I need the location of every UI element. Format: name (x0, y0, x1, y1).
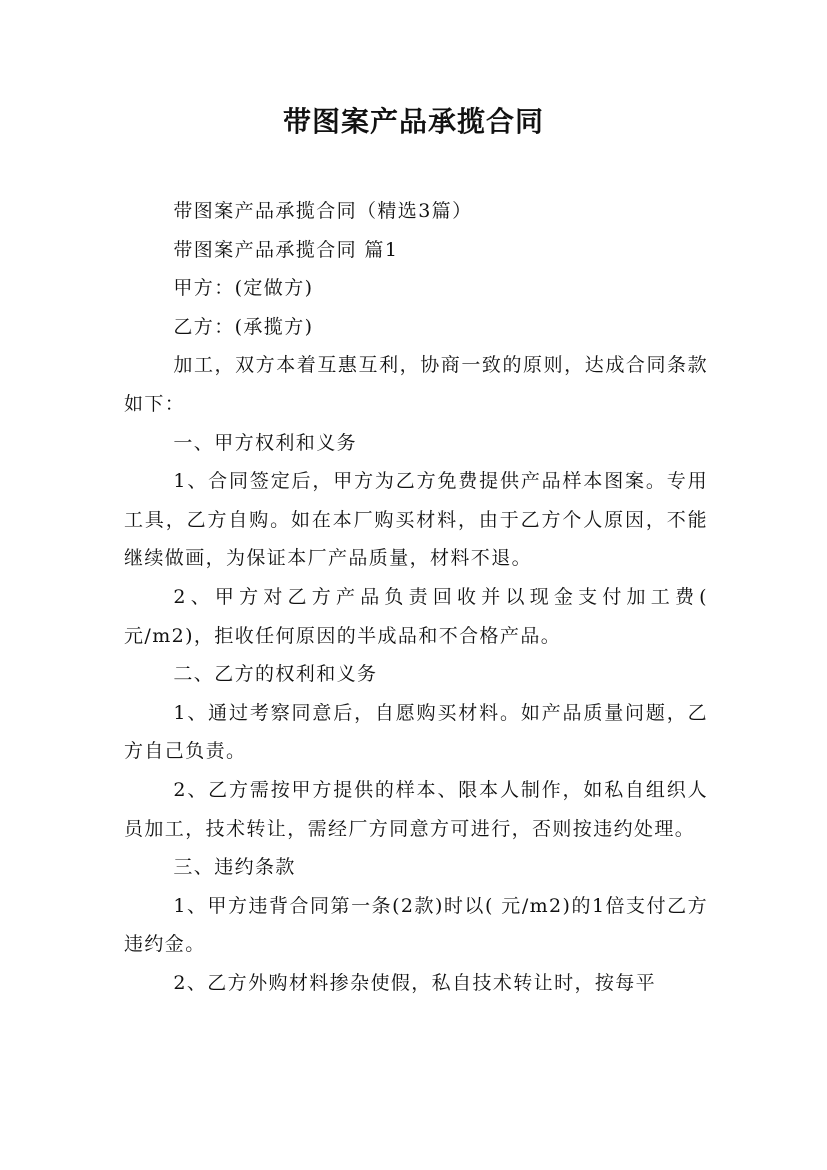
clause-1-1: 1、合同签定后，甲方为乙方免费提供产品样本图案。专用工具，乙方自购。如在本厂购买材料，由于乙方个人原因，不能继续做画，为保证本厂产品质量，材料不退。 (124, 470, 708, 570)
paragraph-part-heading: 带图案产品承揽合同 篇1 (173, 238, 399, 261)
document-title: 带图案产品承揽合同 (282, 105, 544, 138)
section-heading-2: 二、乙方的权利和义务 (173, 663, 378, 686)
clause-2-1: 1、通过考察同意后，自愿购买材料。如产品质量问题，乙方自己负责。 (124, 701, 708, 763)
clause-2-2: 2、乙方需按甲方提供的样本、限本人制作，如私自组织人员加工，技术转让，需经厂方同意方可进行，否则按违约处理。 (124, 778, 708, 840)
paragraph-party-b: 乙方：(承揽方) (173, 315, 314, 338)
document-body (124, 192, 708, 1002)
section-heading-3: 三、违约条款 (173, 856, 296, 879)
section-heading-1: 一、甲方权利和义务 (173, 431, 357, 454)
clause-3-1: 1、甲方违背合同第一条(2款)时以( 元/m2)的1倍支付乙方违约金。 (124, 894, 708, 956)
paragraph-preamble: 加工，双方本着互惠互利，协商一致的原则，达成合同条款如下： (124, 354, 708, 415)
paragraph-party-a: 甲方：(定做方) (173, 277, 314, 300)
clause-1-2: 2、甲方对乙方产品负责回收并以现金支付加工费( 元/m2)，拒收任何原因的半成品和不合格产品。 (124, 585, 708, 647)
clause-3-2: 2、乙方外购材料掺杂使假，私自技术转让时，按每平 (173, 971, 657, 994)
paragraph-subtitle: 带图案产品承揽合同（精选3篇） (173, 200, 473, 222)
